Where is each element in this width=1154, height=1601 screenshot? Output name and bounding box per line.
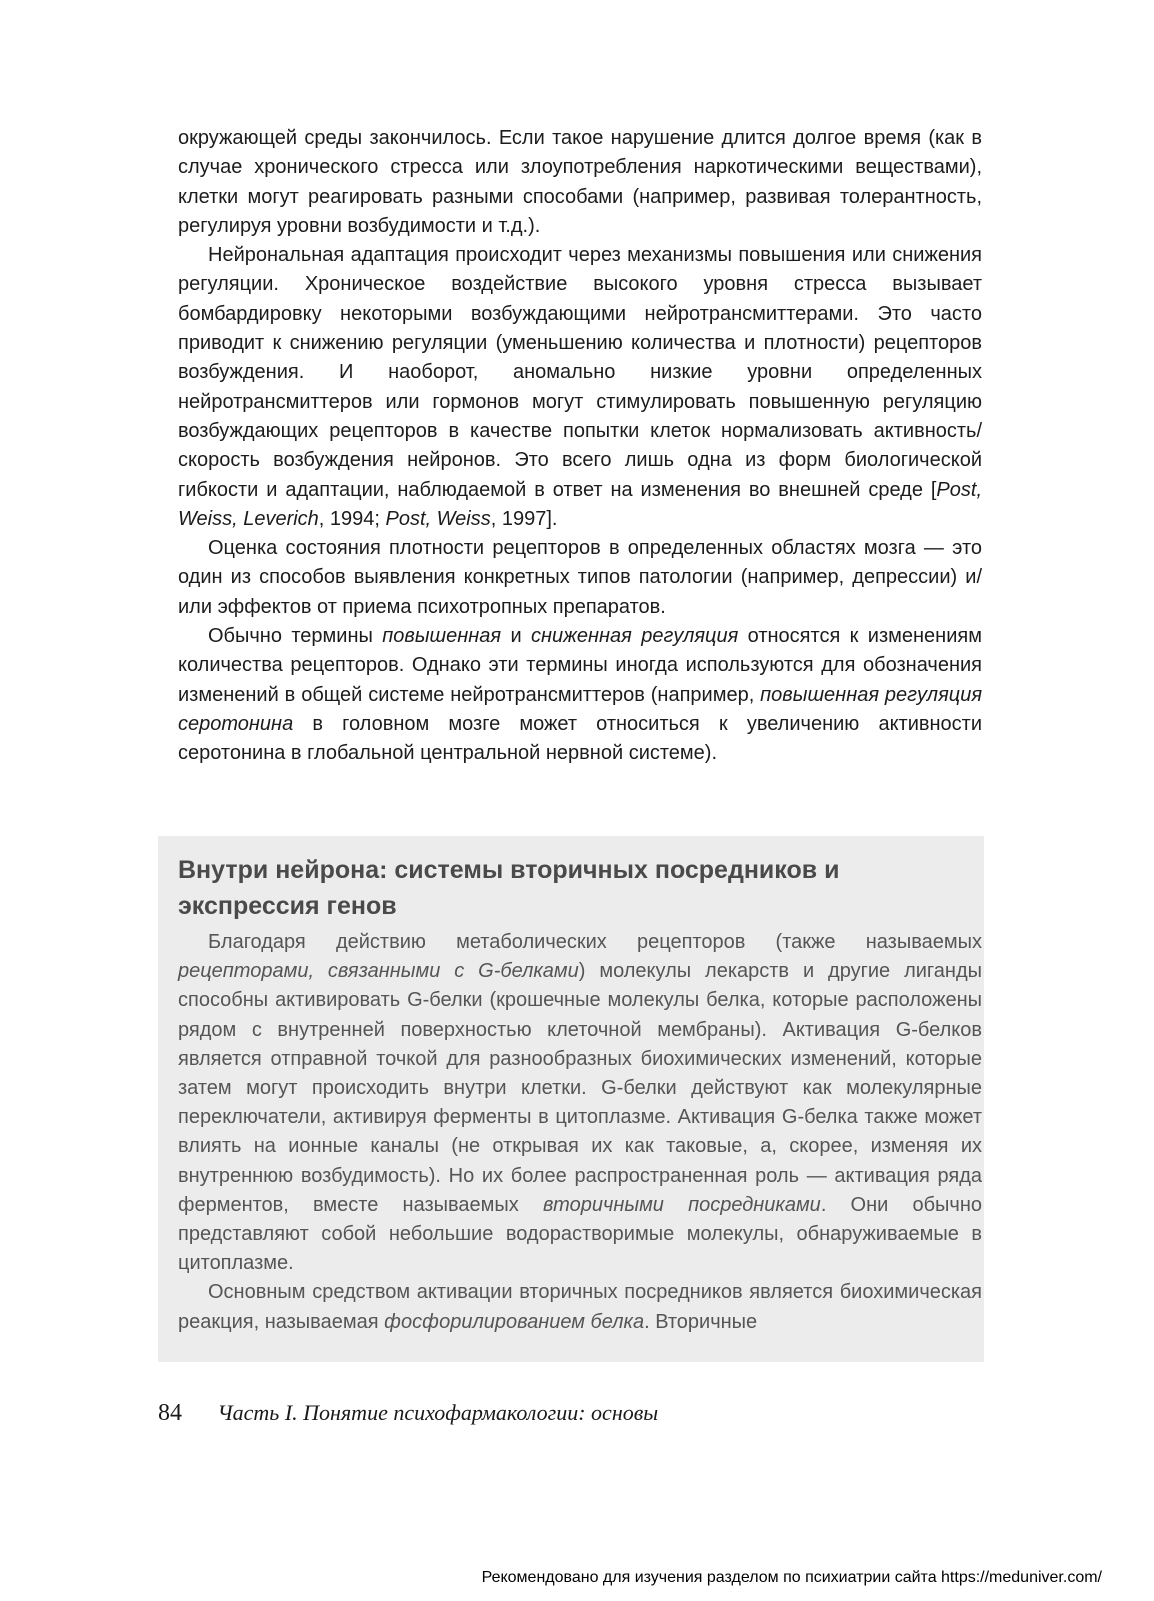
box-text [178,928,982,1337]
term-protein-phosphorylation: фосфорилированием белка [384,1310,645,1333]
term-downregulation: сниженная регуляция [531,625,739,648]
page-footer [158,1400,978,1427]
box-paragraph-1: Благодаря действию метаболических рецепторов (также называемых рецепторами, связанными с G-белками) молекулы лекарств и другие лиганды способны активировать G-белки (крошечные молекулы белка, которые расположены рядом с внутренней поверхностью клеточной мембраны). Активация G-белков является отправной точкой для разнообразных биохимических изменений, которые затем могут происходить внутри клетки. G-белки действуют как молекулярные переключатели, активируя ферменты в цитоплазме. Активация G-белка также может влиять на ионные каналы (не открывая их как таковые, а, скорее, изменяя их внутреннюю возбудимость). Но их более распространенная роль — активация ряда ферментов, вместе называемых вторичными посредниками. Они обычно представляют собой небольшие водорастворимые молекулы, обнаруживаемые в цитоплазме. [178,931,983,1275]
page-number: 84 [158,1400,182,1426]
paragraph-1: окружающей среды закончилось. Если такое нарушение длится долгое время (как в случае хронического стресса или злоупотребления наркотическими веществами), клетки могут реагировать разными способами (например, развивая толерантность, регулируя уровни возбудимости и т.д.). [178,127,982,237]
running-title: Часть I. Понятие психофармакологии: основы [217,1400,659,1425]
term-serotonin-upregulation: повышенная регуляция серотонина [178,683,982,735]
paragraph-2: Нейрональная адаптация происходит через механизмы повышения или снижения регуляции. Хроническое воздействие высокого уровня стресса вызывает бомбардировку некоторыми возбуждающими нейротрансмиттерами. Это часто приводит к снижению регуляции (уменьшению количества и плотности) рецепторов возбуждения. И наоборот, аномально низкие уровни определенных нейротрансмиттеров или гормонов могут стимулировать повышенную регуляцию возбуждающих рецепторов в качестве попытки клеток нормализовать активность/скорость возбуждения нейронов. Это всего лишь одна из форм биологической гибкости и адаптации, наблюдаемой в ответ на изменения во внешней среде [Post, Weiss, Leverich, 1994; Post, Weiss, 1997]. [178,244,982,530]
box-title: Внутри нейрона: системы вторичных посредников и экспрессия генов [178,856,840,920]
watermark-text: Рекомендовано для изучения разделом по психиатрии сайта https://meduniver.com/ [481,1569,1102,1586]
term-g-protein-receptors: рецепторами, связанными с G-белками [178,960,579,983]
paragraph-4: Обычно термины повышенная и сниженная регуляция относятся к изменениям количества рецепторов. Однако эти термины иногда используются для обозначения изменений в общей системе нейротрансмиттеров (например, повышенная регуляция серотонина в головном мозге может относиться к увеличению активности серотонина в глобальной центральной нервной системе). [178,625,982,765]
main-text [178,124,982,769]
paragraph-3: Оценка состояния плотности рецепторов в определенных областях мозга — это один из способов выявления конкретных типов патологии (например, депрессии) и/или эффектов от приема психотропных препаратов. [178,537,982,618]
citation-2: Post, Weiss [385,507,491,530]
term-second-messengers: вторичными посредниками [542,1193,821,1216]
term-upregulation: повышенная [382,625,502,648]
box-paragraph-2: Основным средством активации вторичных посредников является биохимическая реакция, называемая фосфорилированием белка. Вторичные [178,1281,982,1333]
citation-1: Post, Weiss, Leverich [178,478,982,530]
